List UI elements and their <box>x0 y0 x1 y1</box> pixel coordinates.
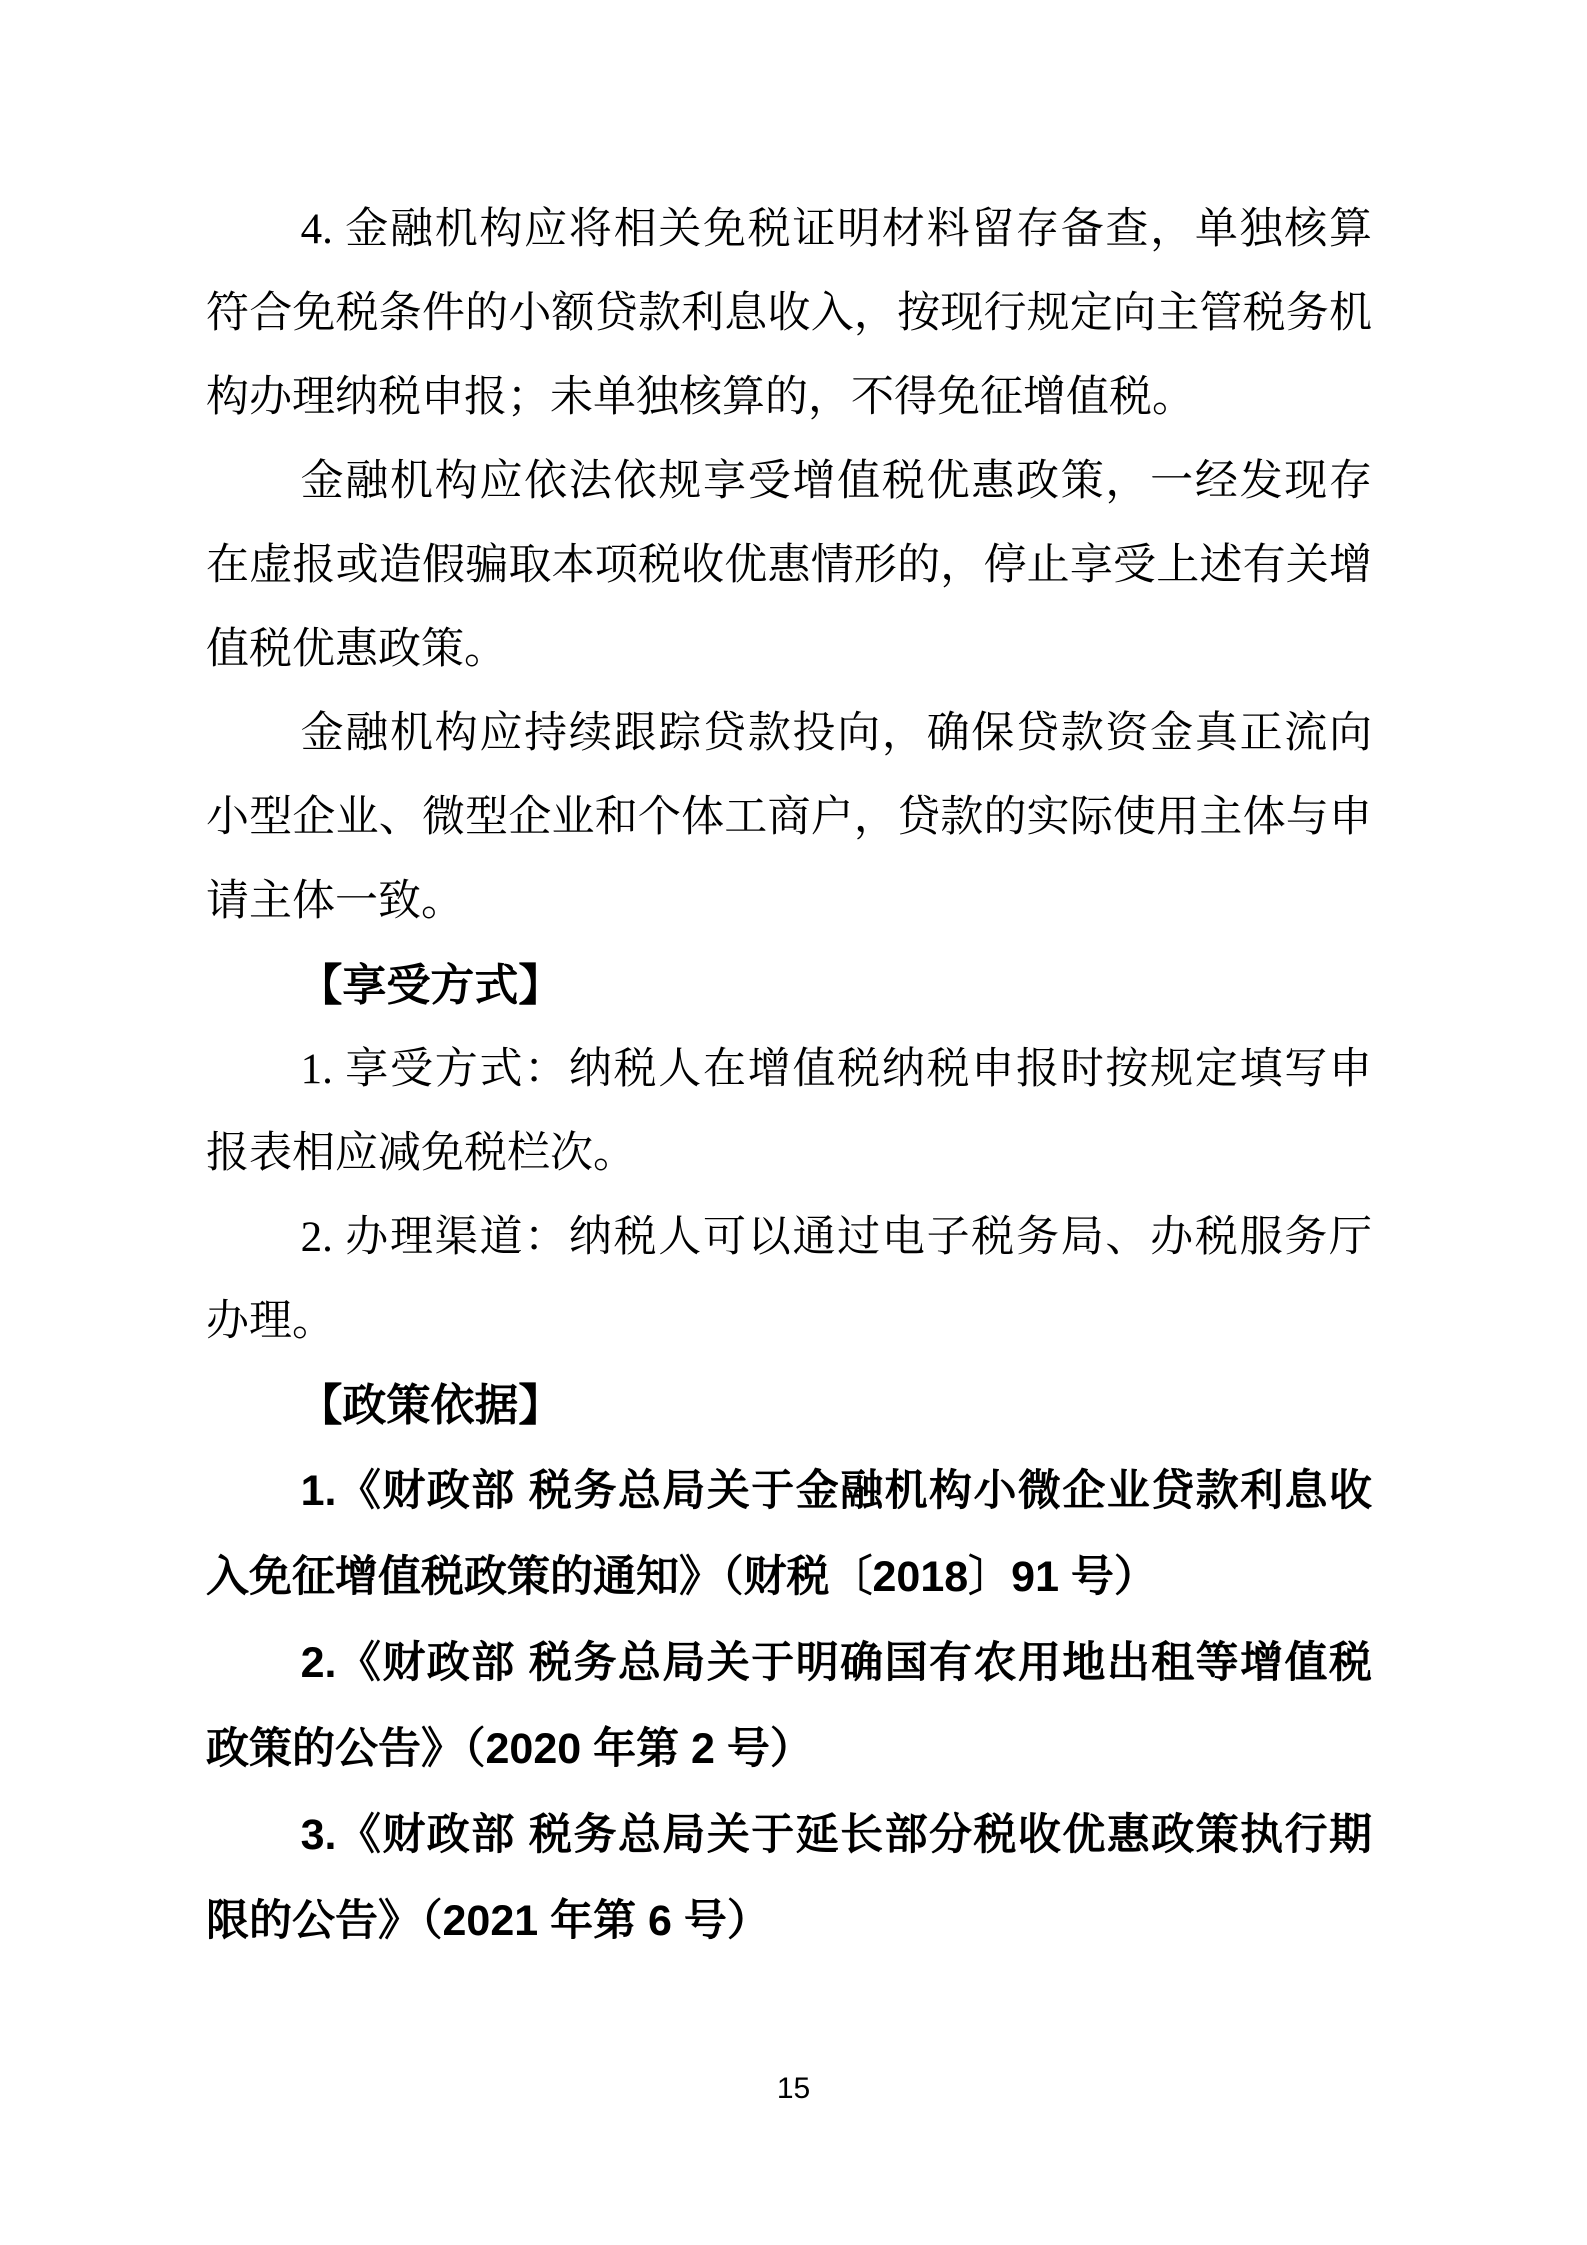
paragraph-handling-channel: 2. 办理渠道：纳税人可以通过电子税务局、办税服务厅办理。 <box>206 1214 1372 1345</box>
paragraph-tax-filing-requirement: 4. 金融机构应将相关免税证明材料留存备查，单独核算符合免税条件的小额贷款利息收入，按现行规定向主管税务机构办理纳税申报；未单独核算的，不得免征增值税。 <box>206 206 1372 421</box>
policy-reference-3: 3.《财政部 税务总局关于延长部分税收优惠政策执行期限的公告》（2021 年第 6 号） <box>206 1811 1372 1945</box>
page-number: 15 <box>776 2072 811 2105</box>
heading-enjoyment-method: 【享受方式】 <box>298 961 563 1010</box>
paragraph-compliance-warning: 金融机构应依法依规享受增值税优惠政策，一经发现存在虚报或造假骗取本项税收优惠情形的，停止享受上述有关增值税优惠政策。 <box>206 458 1372 673</box>
paragraph-loan-tracking: 金融机构应持续跟踪贷款投向，确保贷款资金真正流向小型企业、微型企业和个体工商户，贷款的实际使用主体与申请主体一致。 <box>206 710 1372 925</box>
paragraph-enjoyment-method: 1. 享受方式：纳税人在增值税纳税申报时按规定填写申报表相应减免税栏次。 <box>206 1046 1372 1177</box>
heading-policy-basis: 【政策依据】 <box>298 1381 563 1430</box>
policy-reference-1: 1.《财政部 税务总局关于金融机构小微企业贷款利息收入免征增值税政策的通知》（财税〔2018〕91 号） <box>206 1467 1372 1601</box>
policy-reference-2: 2.《财政部 税务总局关于明确国有农用地出租等增值税政策的公告》（2020 年第 2 号） <box>206 1639 1372 1773</box>
document-body <box>206 188 1372 1964</box>
